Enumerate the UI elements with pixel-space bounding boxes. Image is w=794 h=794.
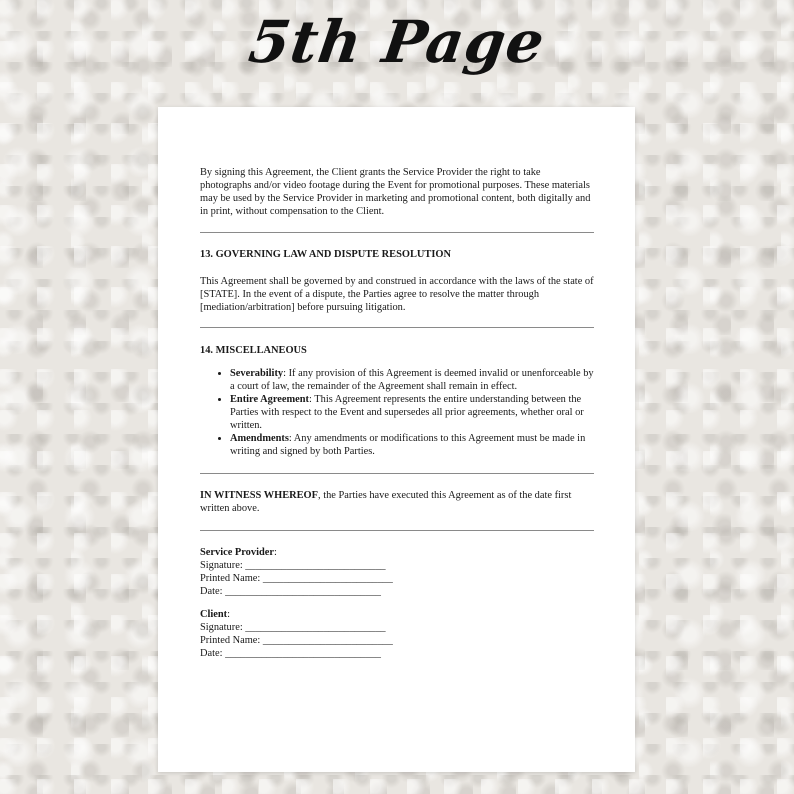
service-provider-signature-line[interactable]: Signature: ___________________________ <box>200 560 386 571</box>
list-item-text: : If any provision of this Agreement is deemed invalid or unenforceable by a court of law, the remainder of the Agreement shall remain in effect. <box>230 368 594 392</box>
service-provider-label-line <box>200 546 594 559</box>
section-13-title: 13. GOVERNING LAW AND DISPUTE RESOLUTION <box>200 249 451 260</box>
section-14-title: 14. MISCELLANEOUS <box>200 345 307 356</box>
list-item <box>230 432 594 458</box>
service-provider-date-line[interactable]: Date: ______________________________ <box>200 586 381 597</box>
witness-statement <box>200 489 594 515</box>
witness-text: , the Parties have executed this Agreement as of the date first written above. <box>200 490 572 514</box>
client-label-line <box>200 608 594 621</box>
service-provider-printed-name-line[interactable]: Printed Name: _________________________ <box>200 573 393 584</box>
photo-release-paragraph: By signing this Agreement, the Client grants the Service Provider the right to take photographs and/or video footage during the Event for promotional purposes. These materials may be used by the Service Provider in marketing and promotional content, both digitally and in print, without compensation to the Client. <box>200 167 591 217</box>
document-content <box>200 166 594 660</box>
section-13-body: This Agreement shall be governed by and construed in accordance with the laws of the state of [STATE]. In the event of a dispute, the Parties agree to resolve the matter through [mediation/arbitration] before pursuing litigation. <box>200 276 594 313</box>
list-item-term: Entire Agreement <box>230 394 309 405</box>
list-item-text: : Any amendments or modifications to this Agreement must be made in writing and signed by both Parties. <box>230 433 586 457</box>
label-colon: : <box>227 609 231 620</box>
list-item-term: Amendments <box>230 433 289 444</box>
list-item-term: Severability <box>230 368 284 379</box>
client-date-line[interactable]: Date: ______________________________ <box>200 648 381 659</box>
page-heading: 5th Page <box>244 8 550 76</box>
miscellaneous-list <box>200 367 594 458</box>
divider <box>200 530 594 531</box>
client-block <box>200 608 594 660</box>
witness-lead: IN WITNESS WHEREOF <box>200 490 318 501</box>
client-signature-line[interactable]: Signature: ___________________________ <box>200 622 386 633</box>
list-item-text: : This Agreement represents the entire understanding between the Parties with respect to the Event and supersedes all prior agreements, whether oral or written. <box>230 394 584 431</box>
list-item <box>230 393 594 432</box>
list-item <box>230 367 594 393</box>
divider <box>200 327 594 328</box>
document-page <box>158 107 635 772</box>
label-colon: : <box>273 547 277 558</box>
service-provider-label: Service Provider <box>200 547 274 558</box>
divider <box>200 232 594 233</box>
service-provider-block <box>200 546 594 598</box>
client-printed-name-line[interactable]: Printed Name: _________________________ <box>200 635 393 646</box>
client-label: Client <box>200 609 228 620</box>
divider <box>200 473 594 474</box>
